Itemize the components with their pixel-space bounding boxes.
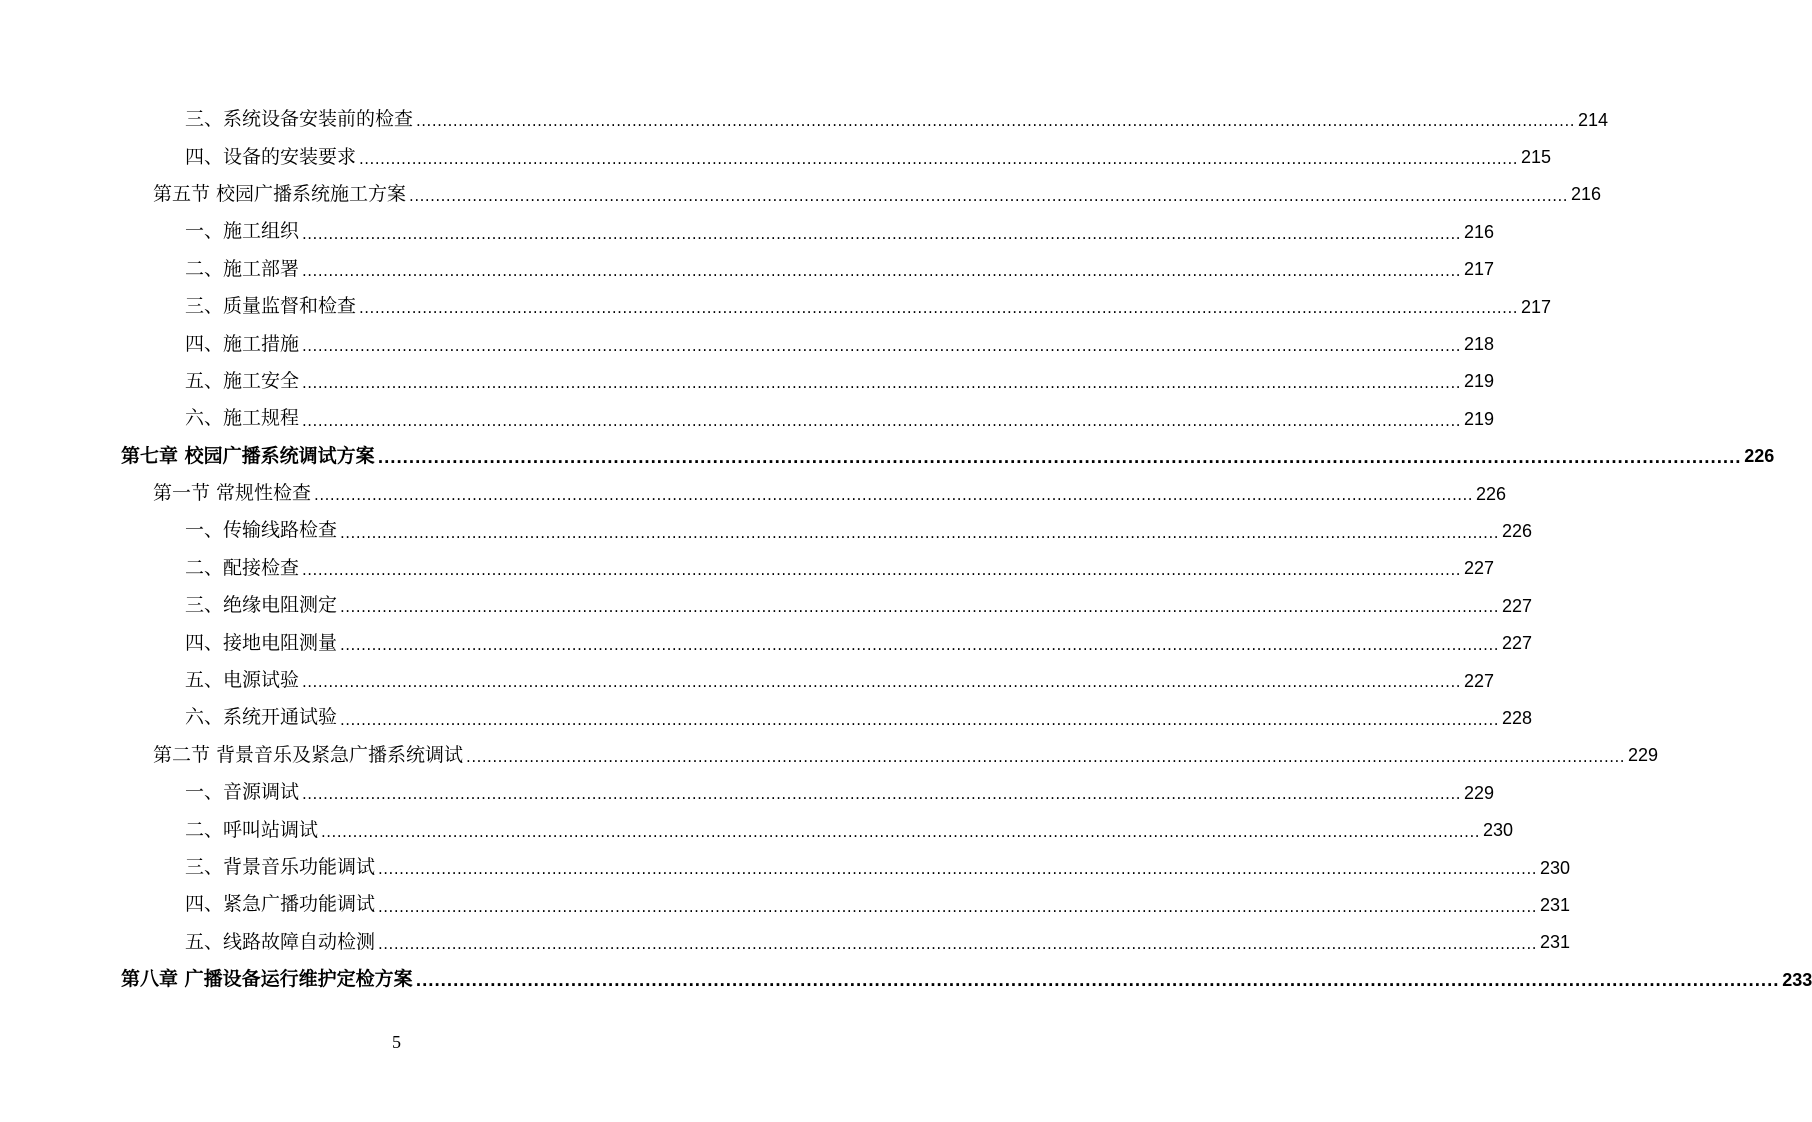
toc-subsection-entry[interactable] [0,811,1514,848]
toc-subsection-entry[interactable] [0,101,1609,138]
toc-entry-title: 二、施工部署 [185,257,300,280]
toc-entry-title: 四、紧急广播功能调试 [185,893,376,916]
toc-entry-page: 227 [1464,558,1495,579]
toc-entry-title: 第一节 常规性检查 [153,482,312,505]
toc-dot-leader: ............................................................................................................................................................................................................................ [314,486,1474,505]
toc-subsection-entry[interactable] [0,251,1495,288]
toc-entry-page: 217 [1521,296,1552,317]
toc-dot-leader: ............................................................................................................................................................................................................................ [409,187,1569,206]
toc-entry-title: 五、施工安全 [185,369,300,392]
toc-entry-page: 227 [1464,670,1495,691]
toc-entry-page: 233 [1782,969,1812,990]
toc-dot-leader: ............................................................................................................................................................................................................................ [302,785,1461,804]
toc-entry-page: 216 [1464,221,1495,242]
toc-dot-leader: ............................................................................................................................................................................................................................ [302,561,1461,580]
toc-subsection-entry[interactable] [0,363,1495,400]
toc-section-entry[interactable] [0,176,1602,213]
toc-entry-page: 227 [1502,595,1533,616]
toc-entry-page: 216 [1571,184,1602,205]
toc-dot-leader: ............................................................................................................................................................................................................................ [340,635,1499,654]
toc-section-entry[interactable] [0,475,1507,512]
toc-entry-title: 四、施工措施 [185,332,300,355]
toc-subsection-entry[interactable] [0,400,1495,437]
toc-entry-title: 二、呼叫站调试 [185,818,319,841]
toc-dot-leader: ............................................................................................................................................................................................................................ [302,336,1461,355]
toc-subsection-entry[interactable] [0,325,1495,362]
toc-entry-title: 第七章 校园广播系统调试方案 [121,444,375,467]
toc-dot-leader: ............................................................................................................................................................................................................................ [340,523,1499,542]
toc-subsection-entry[interactable] [0,512,1533,549]
toc-entry-title: 六、施工规程 [185,407,300,430]
toc-dot-leader: ............................................................................................................................................................................................................................ [302,224,1461,243]
toc-dot-leader: ............................................................................................................................................................................................................................ [466,748,1626,767]
toc-entry-page: 231 [1540,932,1571,953]
toc-subsection-entry[interactable] [0,774,1495,811]
toc-dot-leader: ............................................................................................................................................................................................................................ [416,112,1575,131]
toc-dot-leader: ............................................................................................................................................................................................................................ [378,860,1537,879]
toc-dot-leader: ............................................................................................................................................................................................................................ [302,261,1461,280]
toc-dot-leader: ............................................................................................................................................................................................................................ [359,149,1518,168]
page-number: 5 [392,1032,401,1052]
toc-entry-title: 一、音源调试 [185,781,300,804]
toc-entry-page: 231 [1540,894,1571,915]
toc-chapter-entry[interactable] [0,961,1812,998]
toc-entry-title: 五、线路故障自动检测 [185,930,376,953]
toc-dot-leader: ............................................................................................................................................................................................................................ [415,972,1780,991]
toc-entry-title: 三、背景音乐功能调试 [185,856,376,878]
toc-entry-page: 230 [1540,857,1571,878]
toc-dot-leader: ............................................................................................................................................................................................................................ [302,411,1461,430]
toc-entry-title: 第八章 广播设备运行维护定检方案 [121,968,413,991]
toc-chapter-entry[interactable] [0,438,1775,475]
toc-entry-page: 217 [1464,259,1495,280]
toc-entry-page: 227 [1502,633,1533,654]
toc-dot-leader: ............................................................................................................................................................................................................................ [378,934,1537,953]
toc-subsection-entry[interactable] [0,138,1552,175]
toc-dot-leader: ............................................................................................................................................................................................................................ [377,448,1742,467]
toc-subsection-entry[interactable] [0,288,1552,325]
toc-entry-page: 215 [1521,147,1552,168]
toc-subsection-entry[interactable] [0,662,1495,699]
toc-entry-page: 229 [1464,782,1495,803]
toc-entry-page: 230 [1483,820,1514,841]
toc-dot-leader: ............................................................................................................................................................................................................................ [359,299,1518,318]
toc-subsection-entry[interactable] [0,624,1533,661]
toc-entry-title: 第二节 背景音乐及紧急广播系统调试 [153,743,464,766]
toc-subsection-entry[interactable] [0,213,1495,250]
toc-dot-leader: ............................................................................................................................................................................................................................ [340,710,1499,729]
toc-entry-title: 四、接地电阻测量 [185,631,338,654]
toc-entry-title: 一、施工组织 [185,220,300,243]
toc-entry-title: 第五节 校园广播系统施工方案 [153,182,407,205]
toc-entry-title: 三、绝缘电阻测定 [185,594,338,617]
toc-subsection-entry[interactable] [0,886,1571,923]
toc-subsection-entry[interactable] [0,924,1571,961]
toc-subsection-entry[interactable] [0,550,1495,587]
toc-dot-leader: ............................................................................................................................................................................................................................ [340,598,1499,617]
toc-subsection-entry[interactable] [0,587,1533,624]
toc-section-entry[interactable] [0,737,1659,774]
toc-entry-page: 229 [1628,745,1659,766]
toc-dot-leader: ............................................................................................................................................................................................................................ [302,673,1461,692]
toc-entry-page: 218 [1464,334,1495,355]
toc-entry-title: 三、质量监督和检查 [185,295,357,318]
toc-dot-leader: ............................................................................................................................................................................................................................ [321,822,1480,841]
toc-entry-title: 一、传输线路检查 [185,519,338,542]
toc-dot-leader: ............................................................................................................................................................................................................................ [378,897,1537,916]
toc-subsection-entry[interactable] [0,699,1533,736]
toc-entry-page: 219 [1464,408,1495,429]
table-of-contents [0,101,1812,998]
toc-entry-title: 六、系统开通试验 [185,706,338,729]
toc-entry-title: 二、配接检查 [185,556,300,579]
toc-entry-page: 219 [1464,371,1495,392]
toc-entry-page: 226 [1502,520,1533,541]
toc-entry-page: 228 [1502,707,1533,728]
toc-entry-title: 四、设备的安装要求 [185,145,357,168]
toc-dot-leader: ............................................................................................................................................................................................................................ [302,374,1461,393]
toc-entry-page: 226 [1744,446,1775,467]
toc-entry-title: 五、电源试验 [185,669,300,692]
toc-entry-page: 226 [1476,483,1507,504]
toc-entry-title: 三、系统设备安装前的检查 [185,108,414,131]
toc-entry-page: 214 [1578,109,1609,130]
toc-subsection-entry[interactable] [0,849,1571,886]
